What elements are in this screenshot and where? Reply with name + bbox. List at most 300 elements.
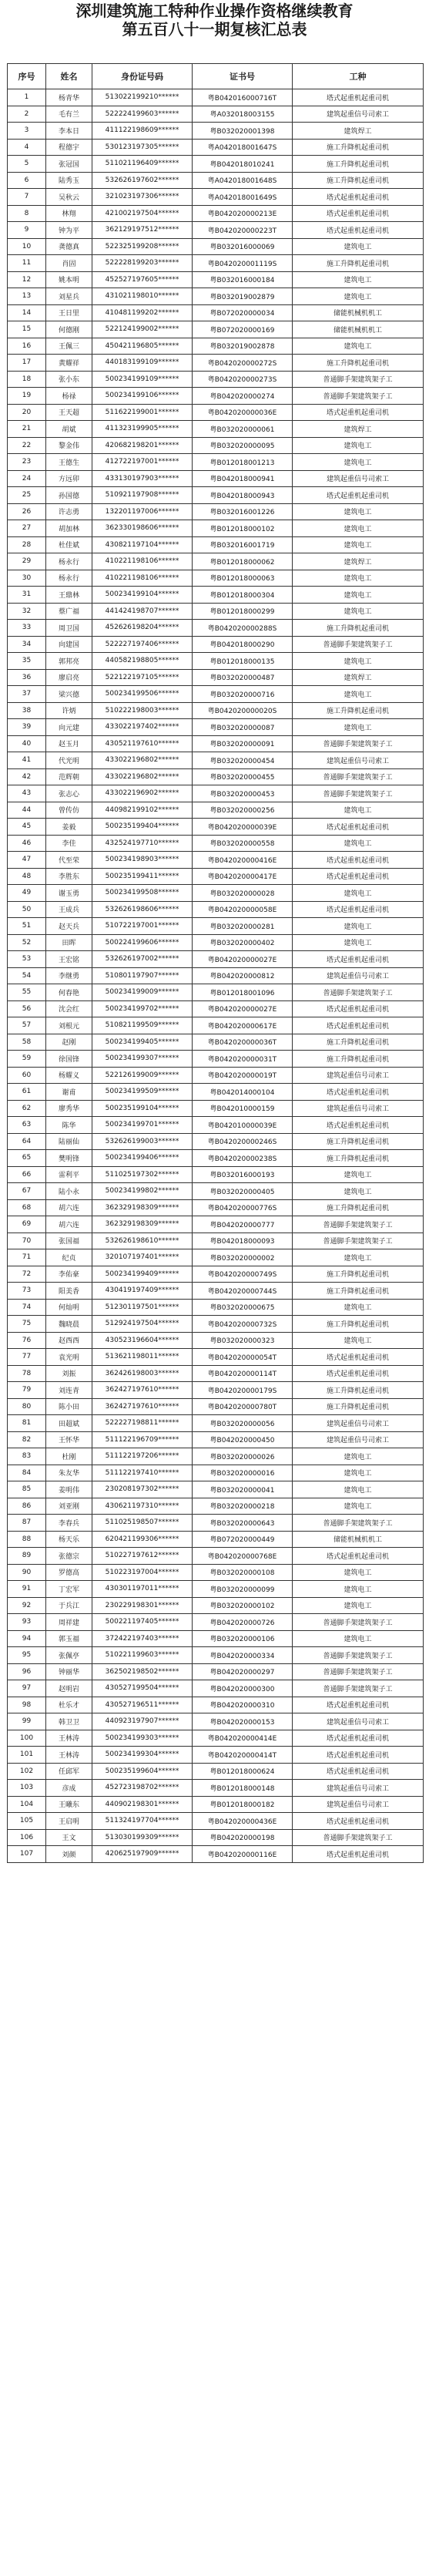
title-line-1: 深圳建筑施工特种作业操作资格继续教育	[75, 2, 354, 20]
cell-name: 杨永行	[46, 553, 92, 570]
table-row	[8, 1266, 424, 1283]
cell-job-type: 建筑电工	[293, 885, 424, 902]
cell-job-type: 建筑电工	[293, 454, 424, 471]
cell-certificate-number: 粤B012018000624	[193, 1763, 293, 1780]
cell-index: 99	[8, 1713, 46, 1730]
cell-job-type: 普通脚手架建筑架子工	[293, 735, 424, 752]
cell-name: 林翔	[46, 205, 92, 222]
cell-name: 韩卫卫	[46, 1713, 92, 1730]
cell-index: 70	[8, 1233, 46, 1249]
cell-index: 59	[8, 1051, 46, 1068]
cell-job-type: 建筑电工	[293, 536, 424, 553]
cell-id-number: 411122198609******	[92, 123, 193, 140]
cell-name: 赵天兵	[46, 918, 92, 935]
cell-name: 郭玉福	[46, 1630, 92, 1647]
cell-index: 27	[8, 520, 46, 537]
table-row	[8, 454, 424, 471]
table-row	[8, 1216, 424, 1233]
cell-name: 周卫国	[46, 620, 92, 637]
cell-name: 刘颜	[46, 1846, 92, 1863]
cell-id-number: 321023197306******	[92, 189, 193, 206]
cell-name: 肖固	[46, 255, 92, 272]
cell-index: 47	[8, 852, 46, 869]
cell-job-type: 建筑起重信号司索工	[293, 1067, 424, 1084]
cell-index: 41	[8, 752, 46, 769]
cell-index: 7	[8, 189, 46, 206]
table-row	[8, 819, 424, 836]
cell-job-type: 建筑起重信号司索工	[293, 752, 424, 769]
cell-index: 63	[8, 1117, 46, 1134]
cell-id-number: 362329198309******	[92, 1216, 193, 1233]
cell-job-type: 普通脚手架建筑架子工	[293, 984, 424, 1001]
cell-name: 魏晓晨	[46, 1316, 92, 1333]
cell-job-type: 施工升降机起重司机	[293, 702, 424, 719]
cell-name: 徐国锋	[46, 1051, 92, 1068]
cell-name: 王宏铭	[46, 951, 92, 968]
cell-index: 31	[8, 587, 46, 604]
cell-name: 袁光明	[46, 1349, 92, 1366]
table-row	[8, 1564, 424, 1581]
cell-id-number: 532626198610******	[92, 1233, 193, 1249]
cell-certificate-number: 粤B042020000039E	[193, 819, 293, 836]
cell-index: 42	[8, 768, 46, 785]
cell-name: 范辉朝	[46, 768, 92, 785]
cell-id-number: 510222198003******	[92, 702, 193, 719]
cell-job-type: 塔式起重机起重司机	[293, 901, 424, 918]
cell-certificate-number: 粤B032020000256	[193, 802, 293, 819]
cell-certificate-number: 粤B042020000238S	[193, 1150, 293, 1167]
cell-name: 赵刚	[46, 1034, 92, 1051]
cell-index: 98	[8, 1697, 46, 1713]
cell-certificate-number: 粤B032020000558	[193, 835, 293, 852]
cell-name: 张佩亭	[46, 1647, 92, 1664]
cell-id-number: 532626198606******	[92, 901, 193, 918]
cell-index: 82	[8, 1431, 46, 1448]
cell-id-number: 522224199603******	[92, 106, 193, 123]
cell-name: 杜乐才	[46, 1697, 92, 1713]
cell-id-number: 510223197004******	[92, 1564, 193, 1581]
cell-id-number: 433022196802******	[92, 752, 193, 769]
cell-index: 85	[8, 1481, 46, 1498]
cell-index: 5	[8, 156, 46, 173]
cell-id-number: 441424198707******	[92, 603, 193, 620]
cell-certificate-number: 粤B032020000016	[193, 1465, 293, 1481]
cell-name: 廖秀华	[46, 1100, 92, 1117]
cell-id-number: 500234199104******	[92, 587, 193, 604]
cell-name: 胡六连	[46, 1216, 92, 1233]
table-row	[8, 636, 424, 653]
cell-index: 35	[8, 653, 46, 670]
cell-index: 8	[8, 205, 46, 222]
cell-job-type: 普通脚手架建筑架子工	[293, 1515, 424, 1532]
cell-index: 33	[8, 620, 46, 637]
cell-index: 48	[8, 868, 46, 885]
cell-id-number: 532626199003******	[92, 1133, 193, 1150]
cell-certificate-number: 粤B032020000675	[193, 1299, 293, 1316]
cell-certificate-number: 粤B042020000027E	[193, 951, 293, 968]
cell-index: 60	[8, 1067, 46, 1084]
cell-name: 王佩三	[46, 338, 92, 355]
cell-index: 92	[8, 1597, 46, 1614]
cell-job-type: 施工升降机起重司机	[293, 620, 424, 637]
cell-index: 43	[8, 785, 46, 802]
cell-index: 34	[8, 636, 46, 653]
cell-id-number: 522124199002******	[92, 321, 193, 338]
cell-id-number: 522325199208******	[92, 238, 193, 255]
table-row	[8, 421, 424, 438]
cell-index: 75	[8, 1316, 46, 1333]
cell-id-number: 500234199702******	[92, 1000, 193, 1017]
table-row	[8, 1680, 424, 1697]
cell-id-number: 500234198903******	[92, 852, 193, 869]
cell-certificate-number: 粤B042014000104	[193, 1084, 293, 1101]
cell-job-type: 建筑电工	[293, 587, 424, 604]
cell-name: 梁兴德	[46, 686, 92, 703]
cell-job-type: 普通脚手架建筑架子工	[293, 1216, 424, 1233]
table-row	[8, 106, 424, 123]
cell-id-number: 411323199905******	[92, 421, 193, 438]
cell-certificate-number: 粤A042018001648S	[193, 172, 293, 189]
cell-id-number: 433022197402******	[92, 719, 193, 736]
table-row	[8, 1000, 424, 1017]
cell-index: 23	[8, 454, 46, 471]
cell-job-type: 建筑电工	[293, 1249, 424, 1266]
cell-certificate-number: 粤B042018000093	[193, 1233, 293, 1249]
cell-index: 3	[8, 123, 46, 140]
cell-certificate-number: 粤B042020000054T	[193, 1349, 293, 1366]
cell-index: 74	[8, 1299, 46, 1316]
table-row	[8, 967, 424, 984]
cell-certificate-number: 粤B032020000323	[193, 1332, 293, 1349]
cell-certificate-number: 粤B012018000062	[193, 553, 293, 570]
cell-job-type: 建筑电工	[293, 1332, 424, 1349]
cell-id-number: 532626197002******	[92, 951, 193, 968]
cell-job-type: 塔式起重机起重司机	[293, 1117, 424, 1134]
table-row	[8, 1150, 424, 1167]
cell-id-number: 510921197908******	[92, 487, 193, 504]
cell-id-number: 452527197605******	[92, 271, 193, 288]
table-row	[8, 1531, 424, 1548]
cell-name: 罗德高	[46, 1564, 92, 1581]
table-row	[8, 951, 424, 968]
cell-job-type: 建筑电工	[293, 1465, 424, 1481]
cell-certificate-number: 粤B042020000036E	[193, 404, 293, 421]
table-row	[8, 1448, 424, 1465]
header-id-number: 身份证号码	[92, 64, 193, 89]
cell-index: 64	[8, 1133, 46, 1150]
cell-job-type: 塔式起重机起重司机	[293, 819, 424, 836]
table-row	[8, 1051, 424, 1068]
cell-id-number: 500234199409******	[92, 1266, 193, 1283]
cell-job-type: 塔式起重机起重司机	[293, 1763, 424, 1780]
cell-id-number: 430521197610******	[92, 735, 193, 752]
cell-certificate-number: 粤B042020000300	[193, 1680, 293, 1697]
cell-certificate-number: 粤A042018001649S	[193, 189, 293, 206]
cell-certificate-number: 粤B042020000416E	[193, 852, 293, 869]
table-row	[8, 802, 424, 819]
cell-certificate-number: 粤B032020000108	[193, 1564, 293, 1581]
table-row	[8, 1017, 424, 1034]
table-row	[8, 1780, 424, 1797]
cell-id-number: 430621197310******	[92, 1498, 193, 1515]
cell-job-type: 建筑电工	[293, 653, 424, 670]
cell-id-number: 500234199109******	[92, 371, 193, 388]
cell-index: 72	[8, 1266, 46, 1283]
cell-name: 孙国德	[46, 487, 92, 504]
cell-id-number: 512924197504******	[92, 1316, 193, 1333]
cell-id-number: 362329198309******	[92, 1199, 193, 1216]
cell-certificate-number: 粤B042018000941	[193, 470, 293, 487]
cell-job-type: 建筑电工	[293, 1166, 424, 1183]
cell-job-type: 建筑电工	[293, 719, 424, 736]
cell-name: 杨永行	[46, 570, 92, 587]
cell-name: 纪贞	[46, 1249, 92, 1266]
cell-certificate-number: 粤B042020000223T	[193, 222, 293, 239]
table-row	[8, 587, 424, 604]
table-row	[8, 123, 424, 140]
cell-name: 李佳	[46, 835, 92, 852]
cell-id-number: 500234199106******	[92, 388, 193, 405]
cell-name: 龚德真	[46, 238, 92, 255]
cell-certificate-number: 粤B042020000297	[193, 1663, 293, 1680]
cell-job-type: 塔式起重机起重司机	[293, 1349, 424, 1366]
cell-job-type: 塔式起重机起重司机	[293, 1813, 424, 1830]
cell-name: 何春艳	[46, 984, 92, 1001]
table-row	[8, 570, 424, 587]
cell-name: 朱友华	[46, 1465, 92, 1481]
cell-index: 55	[8, 984, 46, 1001]
cell-name: 胡六连	[46, 1199, 92, 1216]
cell-index: 36	[8, 669, 46, 686]
cell-id-number: 410221198106******	[92, 570, 193, 587]
cell-name: 王怀华	[46, 1431, 92, 1448]
cell-certificate-number: 粤B042018010241	[193, 156, 293, 173]
table-row	[8, 835, 424, 852]
cell-name: 姚本明	[46, 271, 92, 288]
cell-job-type: 施工升降机起重司机	[293, 1133, 424, 1150]
cell-id-number: 430821197104******	[92, 536, 193, 553]
cell-job-type: 施工升降机起重司机	[293, 355, 424, 372]
table-row	[8, 1813, 424, 1830]
cell-id-number: 510722197001******	[92, 918, 193, 935]
cell-name: 钟丽华	[46, 1663, 92, 1680]
cell-id-number: 510227197612******	[92, 1548, 193, 1565]
table-body	[8, 89, 424, 1863]
cell-name: 任邱军	[46, 1763, 92, 1780]
cell-id-number: 410221198106******	[92, 553, 193, 570]
table-row	[8, 371, 424, 388]
cell-id-number: 522126199009******	[92, 1067, 193, 1084]
cell-name: 郭邦亮	[46, 653, 92, 670]
cell-id-number: 500234199303******	[92, 1730, 193, 1747]
cell-index: 105	[8, 1813, 46, 1830]
cell-name: 张小东	[46, 371, 92, 388]
cell-index: 57	[8, 1017, 46, 1034]
cell-name: 田晖	[46, 934, 92, 951]
cell-job-type: 施工升降机起重司机	[293, 172, 424, 189]
cell-id-number: 320107197401******	[92, 1249, 193, 1266]
cell-job-type: 普通脚手架建筑架子工	[293, 768, 424, 785]
cell-index: 53	[8, 951, 46, 968]
cell-job-type: 建筑电工	[293, 288, 424, 305]
cell-index: 101	[8, 1747, 46, 1764]
table-row	[8, 1283, 424, 1300]
cell-id-number: 362427197610******	[92, 1382, 193, 1399]
cell-job-type: 建筑起重信号司索工	[293, 1780, 424, 1797]
table-row	[8, 868, 424, 885]
cell-job-type: 塔式起重机起重司机	[293, 1730, 424, 1747]
cell-name: 胡加林	[46, 520, 92, 537]
cell-index: 95	[8, 1647, 46, 1664]
cell-id-number: 362427197610******	[92, 1398, 193, 1415]
cell-certificate-number: 粤B042020000036T	[193, 1034, 293, 1051]
cell-job-type: 塔式起重机起重司机	[293, 951, 424, 968]
table-row	[8, 1796, 424, 1813]
cell-name: 王文	[46, 1829, 92, 1846]
cell-certificate-number: 粤B072020000449	[193, 1531, 293, 1548]
table-row	[8, 1614, 424, 1631]
cell-index: 51	[8, 918, 46, 935]
cell-id-number: 510221199603******	[92, 1647, 193, 1664]
cell-id-number: 511122196709******	[92, 1431, 193, 1448]
cell-certificate-number: 粤B032020000281	[193, 918, 293, 935]
cell-index: 6	[8, 172, 46, 189]
cell-name: 陈小田	[46, 1398, 92, 1415]
cell-job-type: 施工升降机起重司机	[293, 1316, 424, 1333]
cell-name: 王德生	[46, 454, 92, 471]
table-row	[8, 1730, 424, 1747]
cell-index: 102	[8, 1763, 46, 1780]
table-row	[8, 1316, 424, 1333]
cell-index: 49	[8, 885, 46, 902]
cell-index: 66	[8, 1166, 46, 1183]
table-row	[8, 321, 424, 338]
cell-name: 李本日	[46, 123, 92, 140]
cell-id-number: 412722197001******	[92, 454, 193, 471]
cell-job-type: 施工升降机起重司机	[293, 1398, 424, 1415]
cell-certificate-number: 粤B042020000436E	[193, 1813, 293, 1830]
cell-name: 谢甫	[46, 1084, 92, 1101]
cell-index: 73	[8, 1283, 46, 1300]
cell-certificate-number: 粤B032020000487	[193, 669, 293, 686]
cell-index: 106	[8, 1829, 46, 1846]
cell-certificate-number: 粤B042020000768E	[193, 1548, 293, 1565]
table-row	[8, 1133, 424, 1150]
cell-certificate-number: 粤B042020000414E	[193, 1730, 293, 1747]
table-row	[8, 669, 424, 686]
table-row	[8, 735, 424, 752]
cell-job-type: 建筑电工	[293, 1581, 424, 1598]
cell-certificate-number: 粤B032020000102	[193, 1597, 293, 1614]
cell-job-type: 建筑起重信号司索工	[293, 106, 424, 123]
cell-name: 刘星兵	[46, 288, 92, 305]
cell-job-type: 塔式起重机起重司机	[293, 1548, 424, 1565]
cell-id-number: 522228199203******	[92, 255, 193, 272]
table-row	[8, 885, 424, 902]
cell-index: 67	[8, 1183, 46, 1200]
cell-name: 陆丽仙	[46, 1133, 92, 1150]
table-row	[8, 620, 424, 637]
cell-certificate-number: 粤B042020001119S	[193, 255, 293, 272]
table-row	[8, 1846, 424, 1863]
cell-id-number: 511025197302******	[92, 1166, 193, 1183]
table-row	[8, 172, 424, 189]
cell-index: 62	[8, 1100, 46, 1117]
cell-job-type: 塔式起重机起重司机	[293, 852, 424, 869]
cell-name: 陆小永	[46, 1183, 92, 1200]
cell-index: 96	[8, 1663, 46, 1680]
cell-certificate-number: 粤B042020000334	[193, 1647, 293, 1664]
cell-job-type: 建筑起重信号司索工	[293, 470, 424, 487]
cell-name: 王成兵	[46, 901, 92, 918]
cell-certificate-number: 粤B042020000020S	[193, 702, 293, 719]
cell-certificate-number: 粤B042010000039E	[193, 1117, 293, 1134]
table-row	[8, 222, 424, 239]
cell-name: 阳美香	[46, 1283, 92, 1300]
cell-certificate-number: 粤B032020001398	[193, 123, 293, 140]
cell-job-type: 塔式起重机起重司机	[293, 868, 424, 885]
cell-job-type: 普通脚手架建筑架子工	[293, 1233, 424, 1249]
cell-name: 李佑豪	[46, 1266, 92, 1283]
cell-id-number: 512301197501******	[92, 1299, 193, 1316]
cell-id-number: 500234199307******	[92, 1051, 193, 1068]
cell-id-number: 513030199309******	[92, 1829, 193, 1846]
cell-job-type: 普通脚手架建筑架子工	[293, 1829, 424, 1846]
cell-certificate-number: 粤B042020000780T	[193, 1398, 293, 1415]
cell-certificate-number: 粤B032020000106	[193, 1630, 293, 1647]
table-row	[8, 255, 424, 272]
cell-job-type: 普通脚手架建筑架子工	[293, 371, 424, 388]
cell-job-type: 建筑焊工	[293, 421, 424, 438]
cell-index: 107	[8, 1846, 46, 1863]
cell-certificate-number: 粤B032020000455	[193, 768, 293, 785]
cell-id-number: 440982199102******	[92, 802, 193, 819]
cell-id-number: 430527196511******	[92, 1697, 193, 1713]
cell-index: 44	[8, 802, 46, 819]
cell-index: 12	[8, 271, 46, 288]
table-row	[8, 503, 424, 520]
cell-certificate-number: 粤B012018000148	[193, 1780, 293, 1797]
cell-name: 王启明	[46, 1813, 92, 1830]
cell-name: 代光明	[46, 752, 92, 769]
cell-index: 4	[8, 139, 46, 156]
table-row	[8, 553, 424, 570]
table-row	[8, 470, 424, 487]
cell-certificate-number: 粤B032016000193	[193, 1166, 293, 1183]
cell-certificate-number: 粤B032020000028	[193, 885, 293, 902]
cell-index: 94	[8, 1630, 46, 1647]
cell-certificate-number: 粤B042020000272S	[193, 355, 293, 372]
cell-name: 吴秋云	[46, 189, 92, 206]
cell-name: 杨禄	[46, 388, 92, 405]
cell-index: 2	[8, 106, 46, 123]
cell-id-number: 440183199109******	[92, 355, 193, 372]
cell-job-type: 建筑起重信号司索工	[293, 1713, 424, 1730]
cell-job-type: 建筑电工	[293, 1564, 424, 1581]
cell-id-number: 452626198204******	[92, 620, 193, 637]
table-row	[8, 189, 424, 206]
cell-id-number: 522122197105******	[92, 669, 193, 686]
cell-id-number: 513621198011******	[92, 1349, 193, 1366]
cell-certificate-number: 粤B042020000414T	[193, 1747, 293, 1764]
cell-name: 王日里	[46, 304, 92, 321]
cell-job-type: 塔式起重机起重司机	[293, 1747, 424, 1764]
cell-job-type: 建筑电工	[293, 918, 424, 935]
cell-certificate-number: 粤B042020000213E	[193, 205, 293, 222]
cell-index: 10	[8, 238, 46, 255]
cell-job-type: 建筑焊工	[293, 553, 424, 570]
cell-name: 李胜东	[46, 868, 92, 885]
